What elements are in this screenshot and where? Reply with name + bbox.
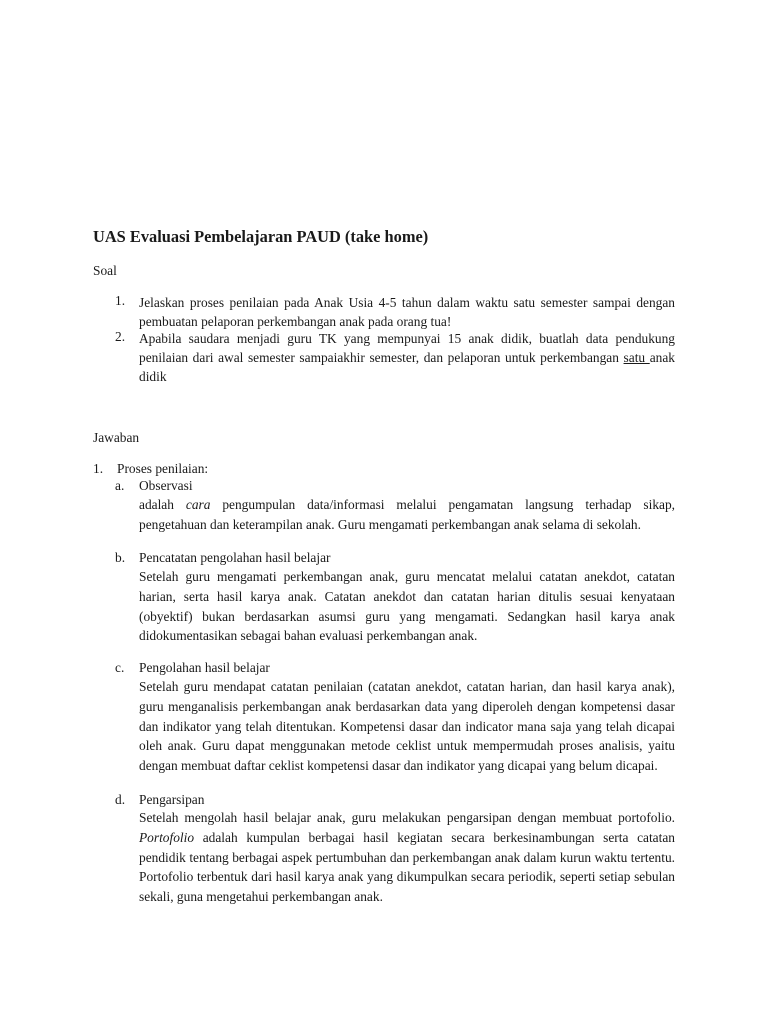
jawaban-label: Jawaban [93, 430, 140, 445]
item-d-body-start: Setelah mengolah hasil belajar anak, guru melakukan pengarsipan dengan membuat portofolio. [139, 810, 675, 825]
question-2-text-end: anak didik [139, 350, 675, 385]
item-b-letter: b. [115, 550, 126, 565]
question-2-text [139, 329, 675, 387]
item-c-letter: c. [115, 660, 125, 675]
item-a-body [139, 495, 675, 535]
question-1-number: 1. [115, 293, 126, 308]
item-d-body-end: adalah kumpulan berbagai hasil kegiatan secara berkesinambungan serta catatan pendidik tentang berbagai aspek pertumbuhan dan perkembangan anak dalam kurun waktu tertentu. Portofolio terbentuk dari hasil karya anak yang dikumpulkan secara periodik, seperti setiap sebulan sekali, guna mengetahui perkembangan anak. [139, 829, 675, 905]
item-d-heading: Pengarsipan [139, 792, 205, 807]
item-a-heading: Observasi [139, 478, 193, 493]
item-c-heading: Pengolahan hasil belajar [139, 660, 270, 675]
item-a-body-end: pengumpulan data/informasi melalui pengamatan langsung terhadap sikap, pengetahuan dan keterampilan anak. Guru mengamati perkembangan anak selama di sekolah. [139, 497, 676, 532]
document-title: UAS Evaluasi Pembelajaran PAUD (take home) [93, 227, 429, 246]
answer-1-number: 1. [93, 461, 104, 476]
question-2-number: 2. [115, 329, 126, 344]
answer-1-heading: Proses penilaian: [117, 461, 209, 476]
item-d-body [139, 808, 675, 907]
item-a-italic-word: cara [185, 497, 211, 512]
item-a-body-start: adalah [139, 497, 186, 512]
item-b-body: Setelah guru mengamati perkembangan anak, guru mencatat melalui catatan anekdot, catatan harian, serta hasil karya anak. Catatan anekdot dan catatan harian ditulis sesuai kenyataan (obyektif) bukan berdasarkan asumsi guru yang mengamati. Sedangkan hasil karya anak didokumentasikan sebagai bahan evaluasi perkembangan anak. [139, 569, 675, 644]
item-c-body: Setelah guru mendapat catatan penilaian (catatan anekdot, catatan harian, dan hasil karya anak), guru menganalisis perkembangan anak berdasarkan data yang diperoleh dengan kompetensi dasar dan indikator yang telah ditentukan. Kompetensi dasar dan indicator mana saja yang telah dicapai oleh anak. Guru dapat menggunakan metode ceklist untuk mempermudah proses analisis, yaitu dengan membuat daftar ceklist kompetensi dasar dan indikator yang dicapai yang belum dicapai. [139, 679, 675, 774]
item-a-letter: a. [115, 478, 125, 493]
question-2-text-start: Apabila saudara menjadi guru TK yang mempunyai 15 anak didik, buatlah data pendukung penilaian dari awal semester sampaiakhir semester, dan pelaporan untuk perkembangan [139, 331, 675, 366]
question-2-underlined-word: satu [623, 350, 650, 366]
soal-label: Soal [93, 263, 117, 278]
item-d-letter: d. [115, 792, 126, 807]
question-1-text: Jelaskan proses penilaian pada Anak Usia 4-5 tahun dalam waktu satu semester sampai dengan pembuatan pelaporan perkembangan anak pada orang tua! [139, 295, 675, 330]
item-b-heading: Pencatatan pengolahan hasil belajar [139, 550, 331, 565]
item-d-italic-word: Portofolio [139, 829, 195, 845]
